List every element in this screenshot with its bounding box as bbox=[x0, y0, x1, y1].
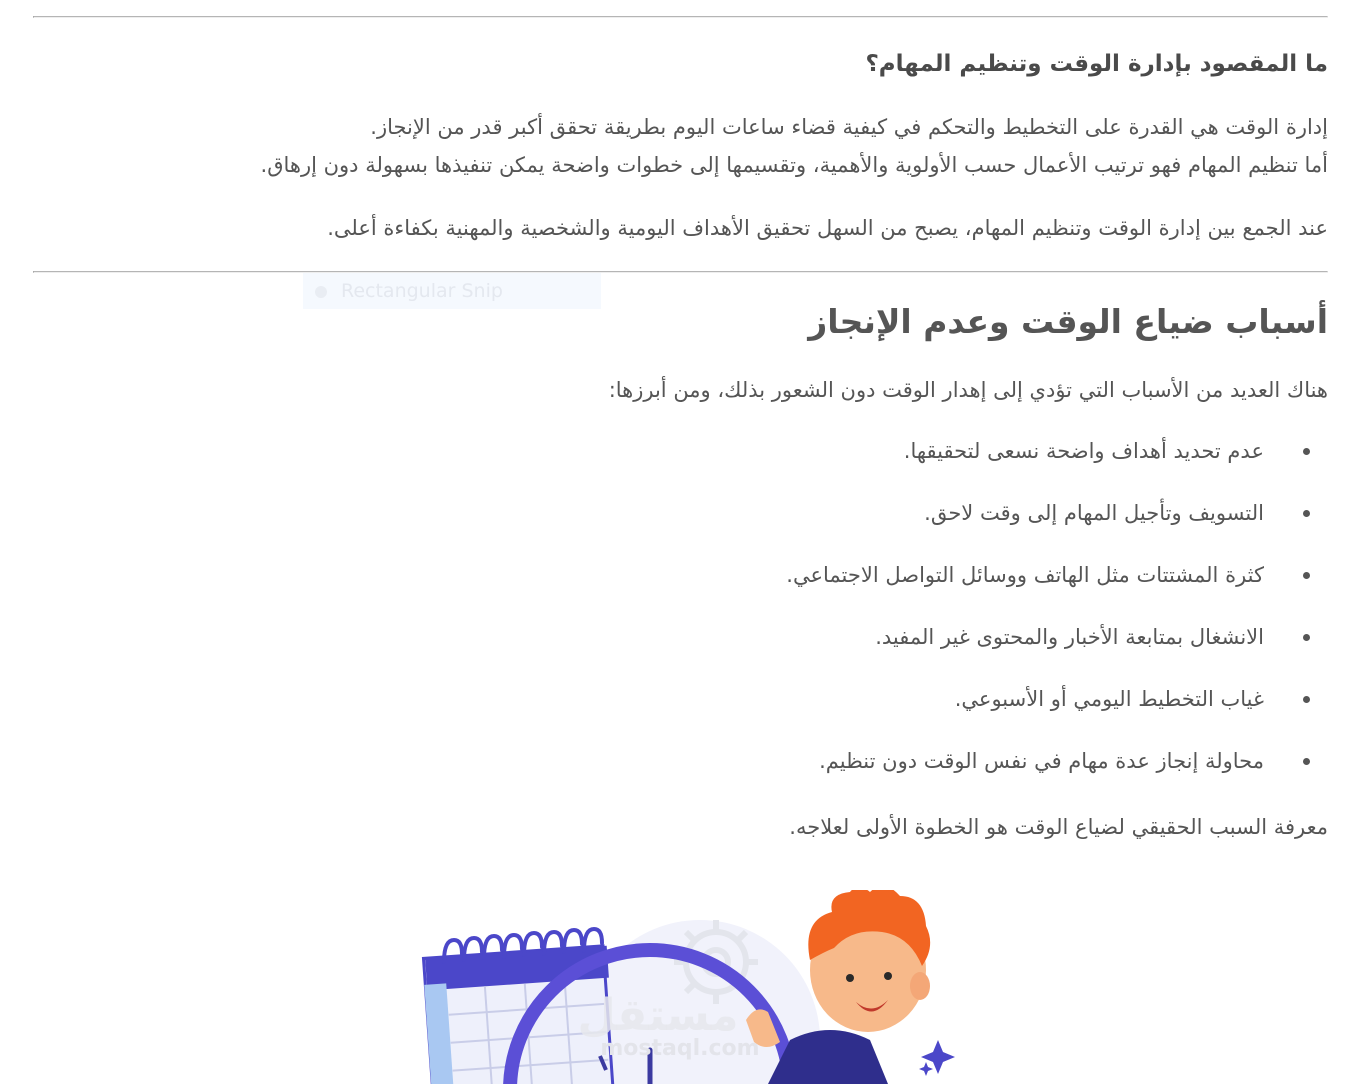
bullet-icon bbox=[1303, 448, 1310, 455]
definition-paragraph bbox=[33, 108, 1328, 184]
causes-heading: أسباب ضياع الوقت وعدم الإنجاز bbox=[808, 302, 1328, 341]
list-item: التسويف وتأجيل المهام إلى وقت لاحق. bbox=[33, 482, 1264, 544]
time-management-illustration bbox=[410, 890, 970, 1084]
snip-record-icon bbox=[315, 286, 327, 298]
definition-heading: ما المقصود بإدارة الوقت وتنظيم المهام؟ bbox=[865, 51, 1328, 77]
conclusion-paragraph: معرفة السبب الحقيقي لضياع الوقت هو الخطوة الأولى لعلاجه. bbox=[789, 815, 1328, 839]
snip-label: Rectangular Snip bbox=[341, 280, 503, 302]
watermark-latin: mostaql.com bbox=[600, 1036, 760, 1061]
watermark-arabic: مستقل bbox=[577, 990, 739, 1041]
list-item: عدم تحديد أهداف واضحة نسعى لتحقيقها. bbox=[33, 420, 1264, 482]
rectangular-snip-overlay bbox=[303, 273, 601, 309]
bullet-icon bbox=[1303, 510, 1310, 517]
list-item: الانشغال بمتابعة الأخبار والمحتوى غير المفيد. bbox=[33, 606, 1264, 668]
bullet-icon bbox=[1303, 634, 1310, 641]
section-divider bbox=[33, 271, 1328, 273]
list-item: محاولة إنجاز عدة مهام في نفس الوقت دون تنظيم. bbox=[33, 730, 1264, 792]
list-item: كثرة المشتتات مثل الهاتف ووسائل التواصل الاجتماعي. bbox=[33, 544, 1264, 606]
bullet-icon bbox=[1303, 572, 1310, 579]
definition-line-1: إدارة الوقت هي القدرة على التخطيط والتحكم في كيفية قضاء ساعات اليوم بطريقة تحقق أكبر قدر من الإنجاز. bbox=[370, 115, 1328, 139]
bullet-icon bbox=[1303, 696, 1310, 703]
causes-list bbox=[33, 420, 1328, 792]
definition-line-2: أما تنظيم المهام فهو ترتيب الأعمال حسب الأولوية والأهمية، وتقسيمها إلى خطوات واضحة يمكن تنفيذها بسهولة دون إرهاق. bbox=[260, 153, 1328, 177]
list-item: غياب التخطيط اليومي أو الأسبوعي. bbox=[33, 668, 1264, 730]
bullet-icon bbox=[1303, 758, 1310, 765]
causes-intro: هناك العديد من الأسباب التي تؤدي إلى إهدار الوقت دون الشعور بذلك، ومن أبرزها: bbox=[608, 378, 1328, 402]
illustration-svg bbox=[410, 890, 970, 1084]
combination-paragraph: عند الجمع بين إدارة الوقت وتنظيم المهام، يصبح من السهل تحقيق الأهداف اليومية والشخصية والمهنية بكفاءة أعلى. bbox=[327, 216, 1328, 240]
top-divider bbox=[33, 16, 1328, 18]
